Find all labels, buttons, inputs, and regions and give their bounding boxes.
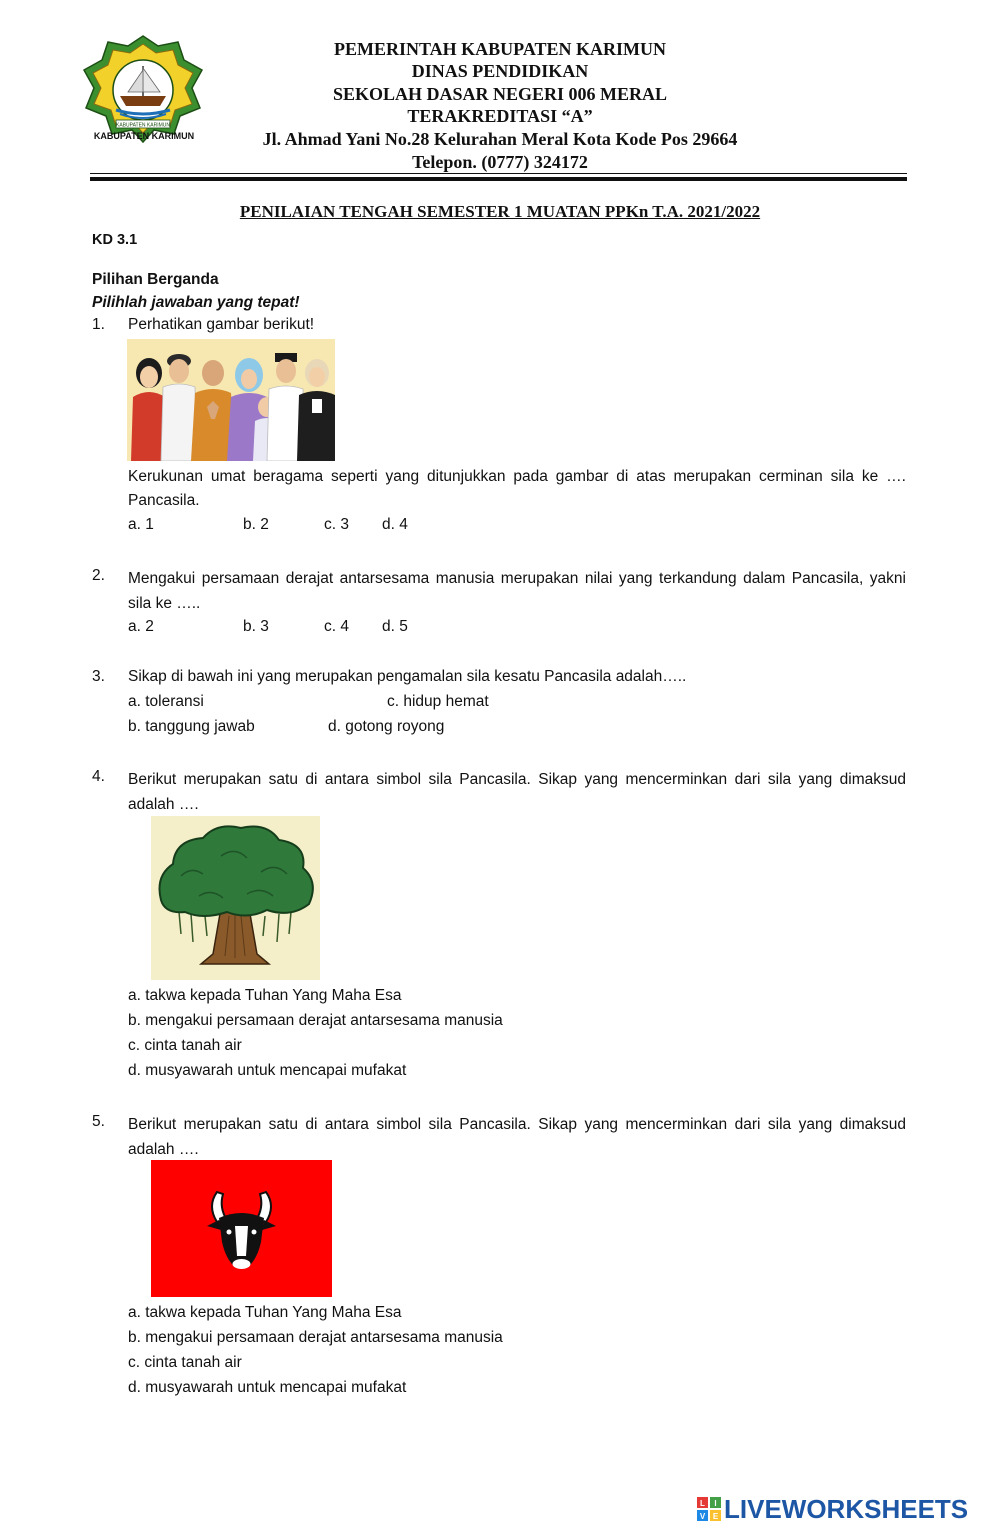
svg-text:L: L [700,1499,705,1508]
option-b[interactable]: b. tanggung jawab [128,718,255,735]
exam-title: PENILAIAN TENGAH SEMESTER 1 MUATAN PPKn T.A. 2021/2022 [239,202,761,221]
section-instruction: Pilihlah jawaban yang tepat! [92,294,300,311]
option-b[interactable]: b. 3 [243,618,269,635]
kd-label: KD 3.1 [92,232,138,248]
section-title: Pilihan Berganda [92,271,219,288]
bull-head-symbol-icon [151,1160,332,1297]
option-c[interactable]: c. cinta tanah air [128,1354,242,1371]
watermark-text: LIVEWORKSHEETS [724,1494,969,1524]
option-d[interactable]: d. musyawarah untuk mencapai mufakat [128,1062,407,1079]
banyan-tree-symbol-icon [151,816,320,980]
option-c[interactable]: c. hidup hemat [387,693,489,710]
option-b[interactable]: b. mengakui persamaan derajat antarsesama manusia [128,1012,503,1029]
logo-inner-text: KABUPATEN KARIMUN [116,122,170,129]
liveworksheets-watermark [697,1495,997,1525]
option-b[interactable]: b. mengakui persamaan derajat antarsesama manusia [128,1329,503,1346]
question-intro: Perhatikan gambar berikut! [128,316,315,333]
header-line-3: SEKOLAH DASAR NEGERI 006 MERAL [332,84,668,104]
option-c[interactable]: c. cinta tanah air [128,1037,242,1054]
question-number: 3. [92,668,105,685]
option-d[interactable]: d. 5 [382,618,408,635]
question-text: Berikut merupakan satu di antara simbol sila Pancasila. Sikap yang mencerminkan dari sila yang dimaksud adalah …. [128,1116,906,1158]
header-line-2: DINAS PENDIDIKAN [411,61,589,81]
header-rule-thin [90,173,907,174]
option-a[interactable]: a. 2 [128,618,154,635]
option-b[interactable]: b. 2 [243,516,269,533]
question-text: Mengakui persamaan derajat antarsesama manusia merupakan nilai yang terkandung dalam Pancasila, yakni sila ke ….. [128,570,906,612]
option-d[interactable]: d. gotong royong [328,718,445,735]
option-a[interactable]: a. takwa kepada Tuhan Yang Maha Esa [128,987,402,1004]
option-a[interactable]: a. takwa kepada Tuhan Yang Maha Esa [128,1304,402,1321]
option-c[interactable]: c. 3 [324,516,349,533]
religious-people-illustration-icon [127,339,335,461]
header-line-5: Jl. Ahmad Yani No.28 Kelurahan Meral Kota Kode Pos 29664 [262,129,738,149]
option-d[interactable]: d. musyawarah untuk mencapai mufakat [128,1379,407,1396]
header-rule-thick [90,177,907,181]
liveworksheets-logo-icon [697,1497,721,1521]
question-text: Berikut merupakan satu di antara simbol sila Pancasila. Sikap yang mencerminkan dari sila yang dimaksud adalah …. [128,771,906,813]
option-d[interactable]: d. 4 [382,516,408,533]
svg-text:E: E [712,1512,719,1521]
question-text: Kerukunan umat beragama seperti yang ditunjukkan pada gambar di atas merupakan cerminan sila ke …. Pancasila. [128,468,906,509]
logo-caption: KABUPATEN KARIMUN [93,131,195,141]
question-number: 1. [92,316,105,333]
question-text: Sikap di bawah ini yang merupakan pengamalan sila kesatu Pancasila adalah….. [128,668,687,685]
header-line-6: Telepon. (0777) 324172 [412,152,588,172]
svg-text:I: I [714,1499,717,1508]
header-line-1: PEMERINTAH KABUPATEN KARIMUN [334,39,666,59]
question-number: 2. [92,567,105,584]
svg-text:V: V [699,1512,706,1521]
option-a[interactable]: a. toleransi [128,693,204,710]
header-line-4: TERAKREDITASI “A” [407,106,593,126]
option-c[interactable]: c. 4 [324,618,349,635]
question-number: 5. [92,1113,105,1130]
option-a[interactable]: a. 1 [128,516,154,533]
question-number: 4. [92,768,105,785]
